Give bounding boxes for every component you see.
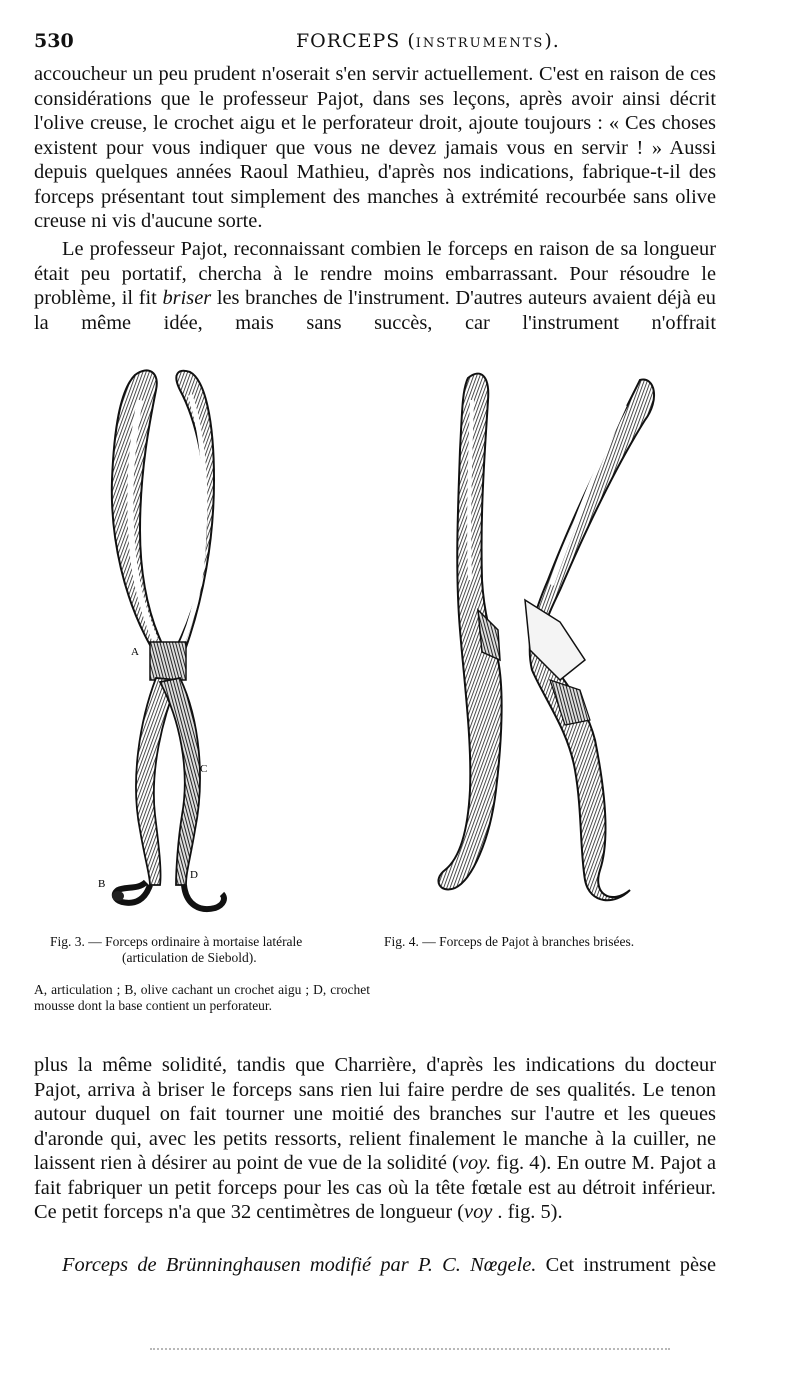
fig3-legend: A, articulation ; B, olive cachant un crochet aigu ; D, crochet mousse dont la base contient un perforateur. — [34, 982, 370, 1013]
fig3-label-c: C — [200, 763, 208, 775]
fig3-label-a: A — [131, 646, 139, 658]
paragraph-3 — [34, 1053, 716, 1225]
fig3-label-d: D — [190, 869, 198, 881]
paragraph-3-text-a: plus la même solidité, tandis que Charrière, d'après les indications du docteur Pajot, arriva à briser le forceps sans rien lui faire perdre de ses qualités. Le tenon autour duquel on fait tourner une moitié des branches sur l'autre et les queues d'aronde qui, avec les petits ressorts, relient finalement le manche à la cuiller, ne laissent rien à désirer au point de vue de la solidité ( — [34, 1054, 716, 1174]
paragraph-3-text-c: . fig. 5). — [492, 1201, 563, 1223]
paragraph-2-text-b: les branches de l'instrument. D'autres auteurs avaient déjà eu la même idée, mais sans succès, car l'instrument n'offrait — [34, 287, 716, 334]
paragraph-3-text-b: fig. 4). En outre M. Pajot a fait fabriquer un petit forceps pour les cas où la tête fœtale est au détroit inférieur. Ce petit forceps n'a que 32 centimètres de longueur ( — [34, 1152, 716, 1223]
running-title-main: FORCEPS ( — [296, 30, 416, 52]
figures-area — [0, 360, 800, 930]
paragraph-1: accoucheur un peu prudent n'oserait s'en servir actuellement. C'est en raison de ces considérations que le professeur Pajot, dans ses leçons, après avoir ainsi décrit l'olive creuse, le crochet aigu et le perforateur droit, ajoute toujours : « Ces choses existent pour vous indiquer que vous ne devez jamais vous en servir ! » Aussi depuis quelques années Raoul Mathieu, d'après nos indications, fabrique-t-il des forceps présentant tout simplement des manches à extrémité recourbée sans olive creuse ni vis d'aucune sorte. — [34, 63, 716, 232]
paragraph-2-emphasis: briser — [162, 287, 212, 309]
forceps-illustrations — [0, 360, 800, 930]
paragraph-3-emphasis-2: voy — [464, 1201, 493, 1223]
paragraph-2 — [34, 237, 716, 335]
fig4-forceps-drawing — [438, 374, 654, 901]
paragraph-3-emphasis-1: voy. — [458, 1152, 492, 1174]
running-header — [34, 30, 766, 54]
running-title-small: INSTRUMENTS — [415, 36, 545, 51]
paragraph-4-emphasis: Forceps de Brünninghausen modifié par P. C. Nœgele. — [62, 1254, 537, 1276]
fig3-caption — [50, 934, 370, 966]
fig3-caption-line1: Fig. 3. — Forceps ordinaire à mortaise latérale — [50, 934, 303, 949]
paragraph-2-text-a: Le professeur Pajot, reconnaissant combien le forceps en raison de sa longueur était peu portatif, chercha à le rendre moins embarrassant. Pour résoudre le problème, il fit — [34, 238, 716, 309]
fig3-label-b: B — [98, 878, 106, 890]
page-number: 530 — [34, 30, 74, 52]
footer-rule — [150, 1348, 670, 1352]
running-title — [296, 30, 560, 52]
fig3-forceps-drawing — [112, 370, 224, 909]
fig4-caption: Fig. 4. — Forceps de Pajot à branches brisées. — [384, 934, 635, 949]
paragraph-4-text: Cet instrument pèse — [536, 1254, 716, 1276]
running-title-end: ). — [544, 30, 560, 52]
fig3-caption-line2: (articulation de Siebold). — [122, 950, 257, 965]
paragraph-4 — [34, 1253, 716, 1278]
